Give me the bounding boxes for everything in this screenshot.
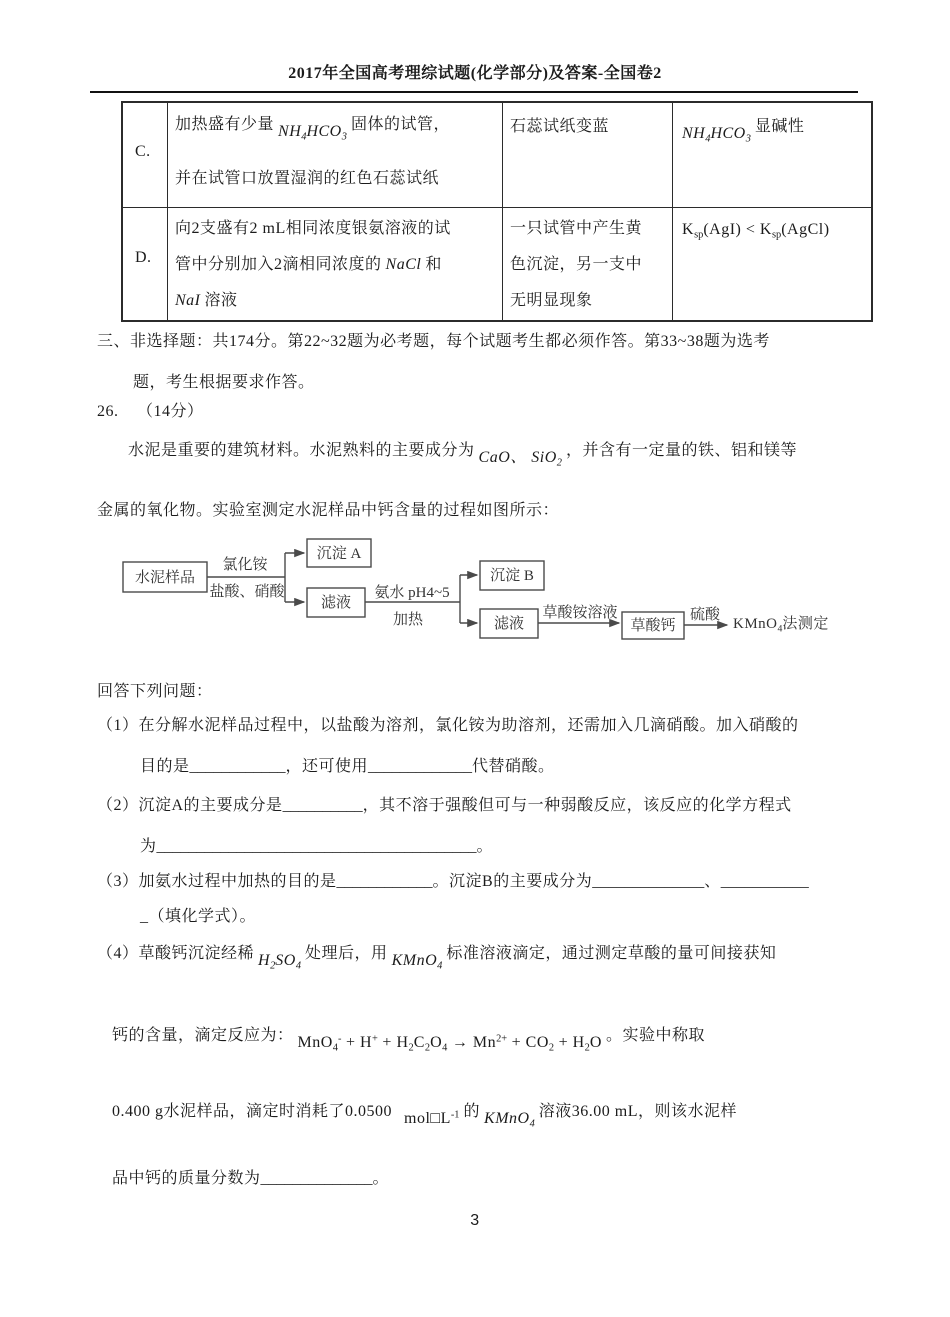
row-c-phenomenon: 石蕊试纸变蓝 [510, 118, 610, 135]
titration-equation: $MnO_4^- + H^+ + H_2C_2O_4 \to Mn^{2+} + CO_2 + H_2O$ [297, 1033, 602, 1054]
nh4hco3-formula: $NH_4HCO_3$ [682, 125, 751, 145]
page-title: 2017年全国高考理综试题(化学部分)及答案-全国卷2 [288, 65, 662, 82]
kmno4-formula: KMnO$_4$ [391, 952, 443, 972]
nai-formula: NaI [175, 292, 201, 309]
table-divider [167, 103, 168, 320]
answer-blank: __________ [282, 797, 363, 814]
page-number: 3 [470, 1212, 480, 1229]
label-ammonium-oxalate: 草酸铵溶液 [542, 605, 618, 621]
section3-line2: 题，考生根据要求作答。 [133, 374, 315, 391]
cao-sio2-formula: CaO、 SiO$_2$ [478, 449, 562, 469]
label-filtrate-1: 滤液 [320, 595, 352, 611]
row-c-operation-line1: 加热盛有少量 $NH_4HCO_3$固体的试管， [175, 116, 450, 143]
q26-heading [97, 398, 204, 421]
label-calcium-oxalate: 草酸钙 [630, 618, 676, 634]
row-d-label: D. [135, 249, 152, 266]
q4-line3: 0.400 g水泥样品，滴定时消耗了0.0500 $mol□L^{-1}$ 的 KMnO$_4$溶液36.00 mL，则该水泥样 [112, 1103, 738, 1130]
row-c-label: C. [135, 143, 151, 160]
q26-intro-line2: 金属的氧化物。实验室测定水泥样品中钙含量的过程如图所示： [97, 502, 560, 519]
q4-line2: 钙的含量，滴定反应为： $MnO_4^- + H^+ + H_2C_2O_4 \to Mn^{2+} + CO_2 + H_2O$ 。实验中称取 [112, 1027, 705, 1054]
mol-per-liter-unit: $mol□L^{-1}$ [404, 1109, 460, 1127]
label-kmno4-method: KMnO$_4$法测定 [733, 616, 829, 635]
section3-line1: 三、非选择题：共174分。第22~32题为必考题，每个试题考生都必须作答。第33~38题为选考 [97, 333, 770, 350]
label-ammonia-ph: 氨水 pH4~5 [374, 585, 450, 601]
label-filtrate-2: 滤液 [493, 616, 525, 632]
answer-blank: ______________ [260, 1170, 373, 1187]
answer-blank: ____________ [189, 758, 286, 775]
answer-blank: _____________ [368, 758, 473, 775]
h2so4-formula: $H_2SO_4$ [258, 952, 302, 972]
kmno4-formula: KMnO$_4$ [484, 1110, 535, 1130]
row-d-conclusion [678, 221, 834, 241]
label-sulfuric-acid: 硫酸 [689, 607, 721, 623]
label-cement-sample: 水泥样品 [134, 570, 196, 586]
label-precipitate-b: 沉淀 B [490, 568, 534, 584]
answer-blank: ____________ [336, 873, 433, 890]
q1-line1: （1）在分解水泥样品过程中，以盐酸为溶剂，氯化铵为助溶剂，还需加入几滴硝酸。加入硝酸的 [97, 717, 799, 734]
nh4hco3-formula: $NH_4HCO_3$ [278, 123, 347, 143]
q26-intro-line1: 水泥是重要的建筑材料。水泥熟料的主要成分为 CaO、 SiO$_2$，并含有一定量的铁、铝和镁等 [128, 442, 797, 469]
label-precipitate-a: 沉淀 A [316, 546, 362, 562]
row-d-operation-line1: 向2支盛有2 mL相同浓度银氨溶液的试 [175, 220, 451, 237]
q26-points: （14分） [137, 403, 204, 420]
label-heat: 加热 [392, 612, 424, 628]
q3-line2: _（填化学式）。 [140, 908, 257, 925]
q4-line4: 品中钙的质量分数为______________。 [112, 1170, 390, 1187]
ksp-formula: $K_{sp}(AgI)$ < $K_{sp}(AgCl)$ [682, 221, 830, 241]
experiment-table [121, 101, 873, 322]
row-c-operation-line2: 并在试管口放置湿润的红色石蕊试纸 [175, 170, 440, 187]
row-d-phenomenon-line2: 色沉淀，另一支中 [510, 256, 643, 273]
q3-line1: （3）加氨水过程中加热的目的是____________。沉淀B的主要成分为______________、___________ [97, 873, 809, 890]
row-d-phenomenon-line1: 一只试管中产生黄 [510, 220, 643, 237]
header-rule [90, 91, 858, 93]
answer-blank: ______________ [592, 873, 705, 890]
answer-blank: ________________________________________ [156, 838, 477, 855]
q26-number: 26. [97, 403, 119, 420]
row-c-conclusion: $NH_4HCO_3$显碱性 [682, 118, 805, 145]
q1-line2: 目的是____________，还可使用_____________代替硝酸。 [140, 758, 555, 775]
label-ammonium-chloride: 氯化铵 [222, 557, 268, 573]
table-divider [672, 103, 673, 320]
q4-line1: （4）草酸钙沉淀经稀 $H_2SO_4$处理后，用 KMnO$_4$标准溶液滴定，通过测定草酸的量可间接获知 [97, 945, 777, 972]
row-d-operation-line2: 管中分别加入2滴相同浓度的 NaCl 和 [175, 256, 442, 273]
table-row-divider [123, 207, 871, 208]
answer-blank: ___________ [720, 873, 809, 890]
questions-prompt: 回答下列问题： [97, 683, 213, 700]
q2-line1: （2）沉淀A的主要成分是__________，其不溶于强酸但可与一种弱酸反应，该反应的化学方程式 [97, 797, 792, 814]
table-divider [502, 103, 503, 320]
q2-line2: 为________________________________________。 [140, 838, 494, 855]
row-d-phenomenon-line3: 无明显现象 [510, 292, 593, 309]
nacl-formula: NaCl [385, 256, 422, 273]
row-d-operation-line3: NaI 溶液 [175, 292, 238, 309]
label-hcl-hno3: 盐酸、硝酸 [209, 584, 285, 600]
